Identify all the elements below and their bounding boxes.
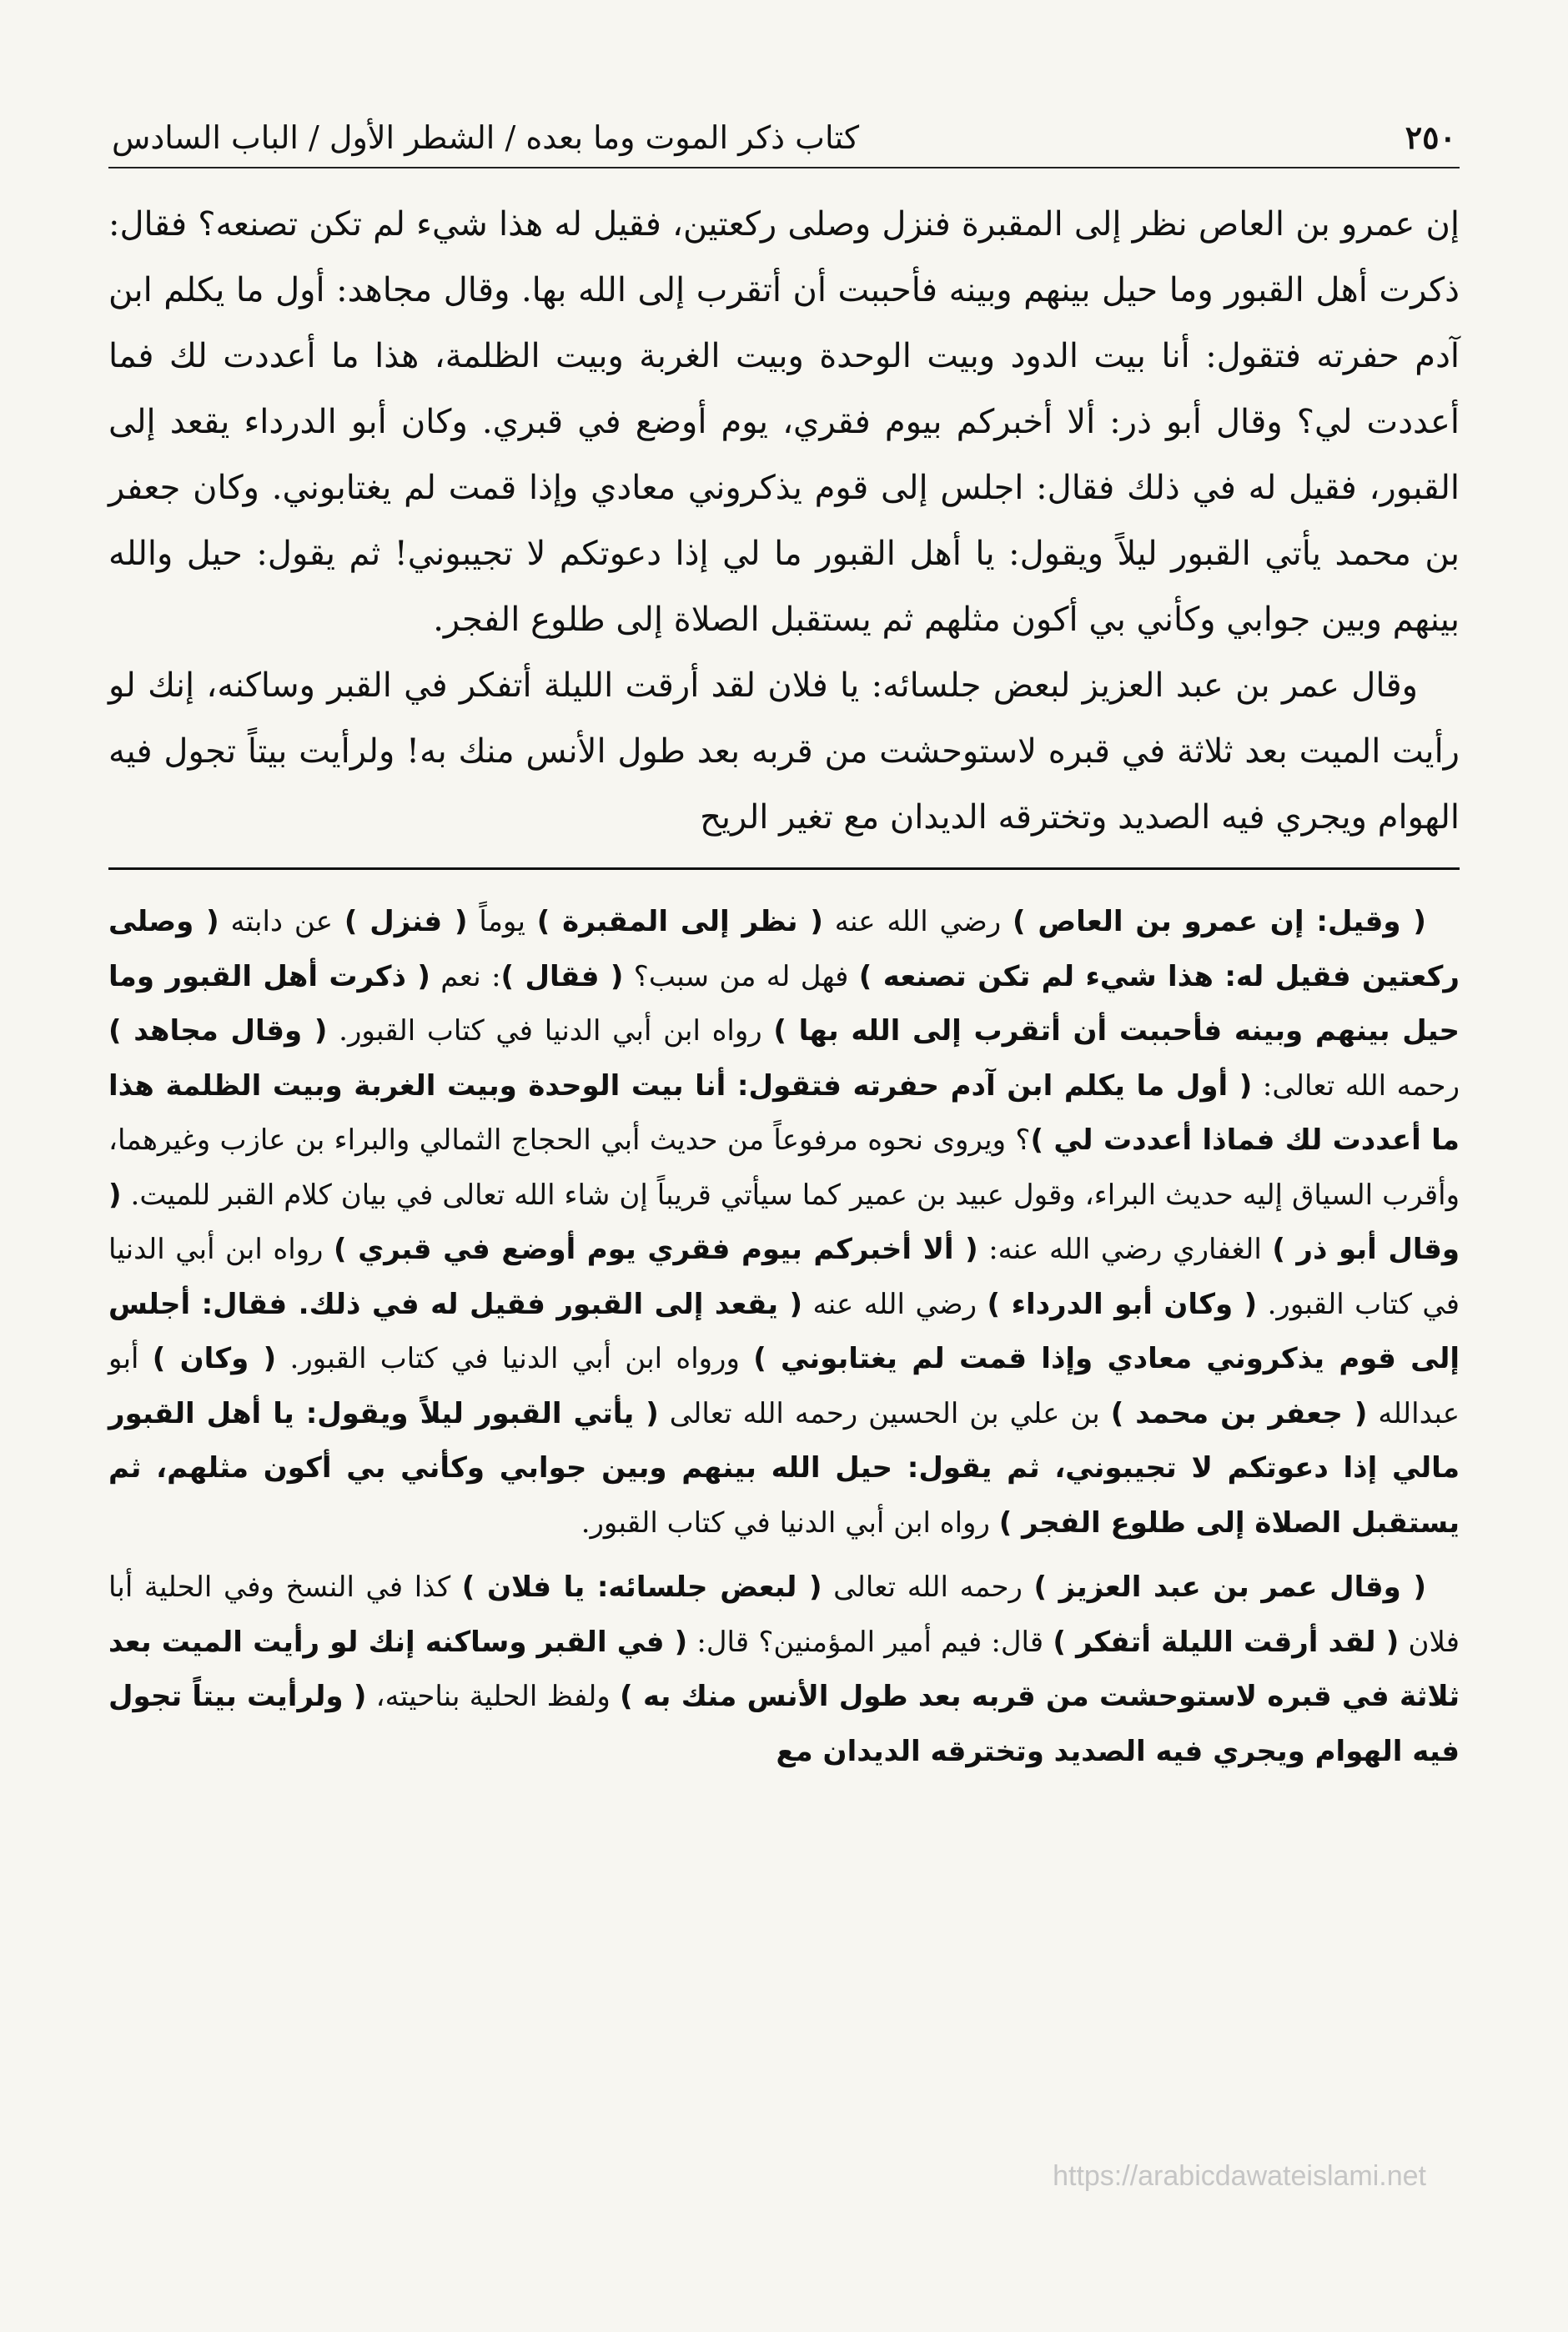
commentary-text: قال: فيم أمير المؤمنين؟ قال: bbox=[687, 1625, 1053, 1659]
commentary-text: عن دابته bbox=[219, 905, 344, 938]
quoted-text: ( وكان ) bbox=[152, 1342, 277, 1375]
page-number: ٢٥٠ bbox=[1405, 118, 1456, 156]
quoted-text: ( وصلى ركعتين فقيل له: هذا شيء لم تكن تصنعه ) bbox=[108, 905, 1460, 993]
quoted-text: ( ألا أخبركم بيوم فقري يوم أوضع في قبري ) bbox=[334, 1233, 978, 1266]
main-paragraph-1: إن عمرو بن العاص نظر إلى المقبرة فنزل وصلى ركعتين، فقيل له هذا شيء لم تكن تصنعه؟ فقال: ذكرت أهل القبور وما حيل بينهم وبينه فأحببت أن أتقرب إلى الله بها. وقال مجاهد: أول ما يكلم ابن آدم حفرته فتقول: أنا بيت الدود وبيت الوحدة وبيت الغربة وبيت الظلمة، هذا ما أعددت لك فما أعددت لي؟ وقال أبو ذر: ألا أخبركم بيوم فقري، يوم أوضع في قبري. وكان أبو الدرداء يقعد إلى القبور، فقيل له في ذلك فقال: اجلس إلى قوم يذكروني معادي وإذا قمت لم يغتابوني. وكان جعفر بن محمد يأتي القبور ليلاً ويقول: يا أهل القبور ما لي إذا دعوتكم لا تجيبوني! ثم يقول: حيل والله بينهم وبين جوابي وكأني بي أكون مثلهم ثم يستقبل الصلاة إلى طلوع الفجر. bbox=[108, 205, 1460, 639]
quoted-text: ( وكان أبو الدرداء ) bbox=[987, 1287, 1258, 1321]
running-title: كتاب ذكر الموت وما بعده / الشطر الأول / الباب السادس bbox=[112, 119, 860, 156]
watermark: https://arabicdawateislami.net bbox=[1053, 2160, 1426, 2192]
commentary-text: رضي الله عنه bbox=[822, 905, 1013, 938]
commentary-paragraph-2 bbox=[108, 1561, 1460, 1779]
commentary bbox=[108, 895, 1460, 1779]
quoted-text: ( لبعض جلسائه: يا فلان ) bbox=[461, 1571, 822, 1604]
quoted-text: ( أول ما يكلم ابن آدم حفرته فتقول: أنا بيت الوحدة وبيت الغربة وبيت الظلمة هذا ما أعددت لك فماذا أعددت لي ) bbox=[108, 1068, 1460, 1157]
quoted-text: ( فنزل ) bbox=[344, 905, 468, 938]
main-paragraph-2: وقال عمر بن عبد العزيز لبعض جلسائه: يا فلان لقد أرقت الليلة أتفكر في القبر وساكنه، إنك لو رأيت الميت بعد ثلاثة في قبره لاستوحشت من قربه بعد طول الأنس منك به! ولرأيت بيتاً تجول فيه الهوام ويجري فيه الصديد وتخترقه الديدان مع تغير الريح bbox=[108, 666, 1460, 837]
commentary-text: ؟ ويروى نحوه مرفوعاً من حديث أبي الحجاج الثمالي والبراء بن عازب وغيرهما، وأقرب السياق إليه حديث البراء، وقول عبيد بن عمير كما سيأتي قريباً إن شاء الله تعالى في بيان كلام القبر للميت. bbox=[108, 1123, 1460, 1212]
main-text bbox=[108, 192, 1460, 851]
commentary-text: بن علي بن الحسين رحمه الله تعالى bbox=[658, 1396, 1111, 1430]
commentary-text: ولفظ الحلية بناحيته، bbox=[366, 1680, 621, 1713]
quoted-text: ( يقعد إلى القبور فقيل له في ذلك. فقال: أجلس إلى قوم يذكروني معادي وإذا قمت لم يغتابوني ) bbox=[108, 1287, 1460, 1375]
quoted-text: ( فقال ) bbox=[500, 959, 624, 993]
page-header bbox=[108, 108, 1460, 168]
quoted-text: ( ذكرت أهل القبور وما حيل بينهم وبينه فأحببت أن أتقرب إلى الله بها ) bbox=[108, 959, 1460, 1048]
commentary-text: رواه ابن أبي الدنيا في كتاب القبور. bbox=[580, 1505, 999, 1540]
commentary-text: رضي الله عنه bbox=[802, 1287, 988, 1321]
book-page bbox=[108, 108, 1460, 2277]
commentary-text: يوماً bbox=[467, 905, 537, 938]
commentary-paragraph-1 bbox=[108, 895, 1460, 1550]
commentary-text: رواه ابن أبي الدنيا في كتاب القبور. bbox=[108, 1233, 1460, 1321]
commentary-text: ورواه ابن أبي الدنيا في كتاب القبور. bbox=[276, 1342, 754, 1375]
commentary-text: رحمه الله تعالى bbox=[822, 1571, 1034, 1604]
commentary-text: رواه ابن أبي الدنيا في كتاب القبور. bbox=[327, 1014, 774, 1048]
quoted-text: ( ولرأيت بيتاً تجول فيه الهوام ويجري فيه الصديد وتخترقه الديدان مع bbox=[108, 1680, 1460, 1768]
section-divider bbox=[108, 867, 1460, 870]
commentary-text: الغفاري رضي الله عنه: bbox=[977, 1233, 1273, 1266]
quoted-text: ( يأتي القبور ليلاً ويقول: يا أهل القبور مالي إذا دعوتكم لا تجيبوني، ثم يقول: حيل الله بينهم وبين جوابي وكأني بي أكون مثلهم، ثم يستقبل الصلاة إلى طلوع الفجر ) bbox=[108, 1396, 1460, 1540]
quoted-text: ( وقيل: إن عمرو بن العاص ) bbox=[1013, 905, 1426, 938]
quoted-text: ( جعفر بن محمد ) bbox=[1110, 1396, 1368, 1430]
commentary-text: رحمه الله تعالى: bbox=[1252, 1068, 1460, 1103]
commentary-text: كذا في النسخ وفي الحلية أبا فلان bbox=[108, 1571, 1460, 1659]
quoted-text: ( وقال عمر بن عبد العزيز ) bbox=[1033, 1571, 1426, 1604]
quoted-text: ( في القبر وساكنه إنك لو رأيت الميت بعد ثلاثة في قبره لاستوحشت من قربه بعد طول الأنس منك به ) bbox=[108, 1625, 1460, 1713]
commentary-text: : نعم bbox=[430, 959, 501, 993]
commentary-text: أبو عبدالله bbox=[108, 1342, 1460, 1430]
commentary-text: فهل له من سبب؟ bbox=[623, 959, 859, 993]
quoted-text: ( لقد أرقت الليلة أتفكر ) bbox=[1053, 1625, 1400, 1659]
quoted-text: ( وقال أبو ذر ) bbox=[108, 1178, 1460, 1266]
quoted-text: ( وقال مجاهد ) bbox=[108, 1014, 328, 1048]
quoted-text: ( نظر إلى المقبرة ) bbox=[536, 905, 823, 938]
